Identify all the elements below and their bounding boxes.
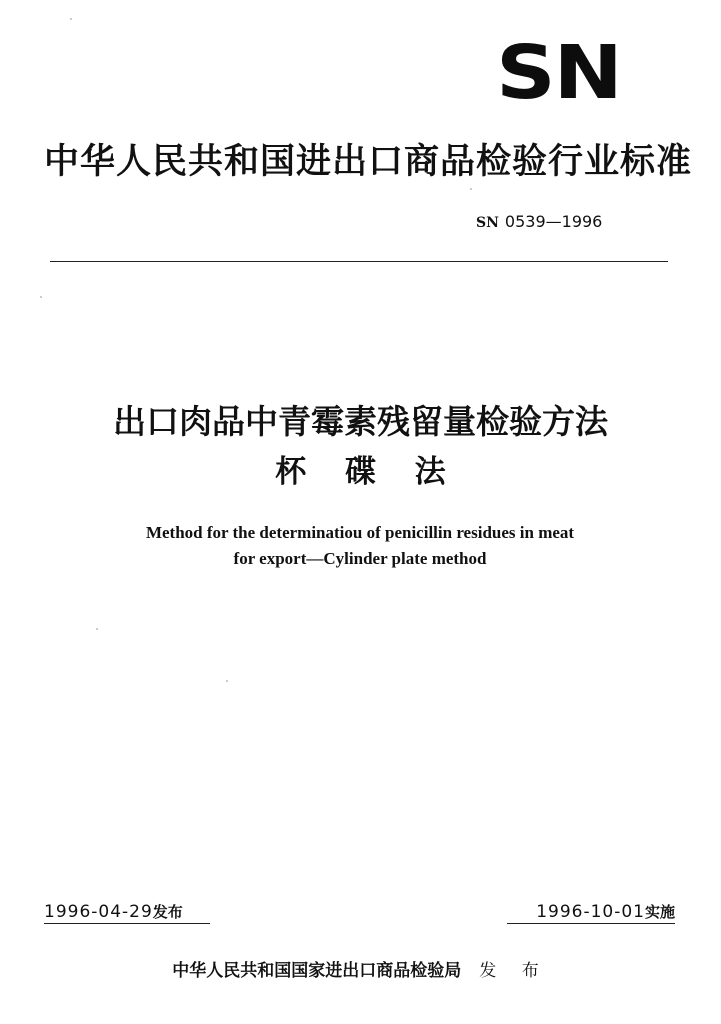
issue-date xyxy=(44,901,183,923)
sn-logo: SN xyxy=(496,30,621,116)
issue-date-label: 发布 xyxy=(152,903,183,921)
issue-date-underline xyxy=(44,923,210,924)
scan-speck xyxy=(70,18,72,20)
issue-date-value: 1996-04-29 xyxy=(44,902,153,922)
document-title-en xyxy=(60,520,660,572)
issuing-authority-name: 中华人民共和国国家进出口商品检验局 xyxy=(172,961,462,981)
scan-speck xyxy=(96,628,98,630)
effective-date-underline xyxy=(507,923,675,924)
scan-speck xyxy=(470,188,472,190)
document-subtitle-zh: 杯 碟 法 xyxy=(275,454,446,490)
effective-date xyxy=(536,901,675,923)
document-title-en-line1: Method for the determinatiou of penicillin residues in meat xyxy=(145,523,575,542)
document-title-zh: 出口肉品中青霉素残留量检验方法 xyxy=(113,402,608,441)
effective-date-label: 实施 xyxy=(644,903,675,921)
standard-code xyxy=(476,212,676,233)
issuing-authority xyxy=(0,959,721,983)
effective-date-value: 1996-10-01 xyxy=(536,902,645,922)
standard-category-heading: 中华人民共和国进出口商品检验行业标准 xyxy=(44,142,693,182)
document-title-en-line2: for export—Cylinder plate method xyxy=(233,549,487,568)
header-divider xyxy=(50,261,668,262)
standard-code-number: 0539—1996 xyxy=(504,212,603,231)
issuing-authority-action: 发 布 xyxy=(479,961,549,981)
standard-code-prefix: SN xyxy=(476,215,499,231)
scan-speck xyxy=(40,296,42,298)
scan-speck xyxy=(226,680,228,682)
